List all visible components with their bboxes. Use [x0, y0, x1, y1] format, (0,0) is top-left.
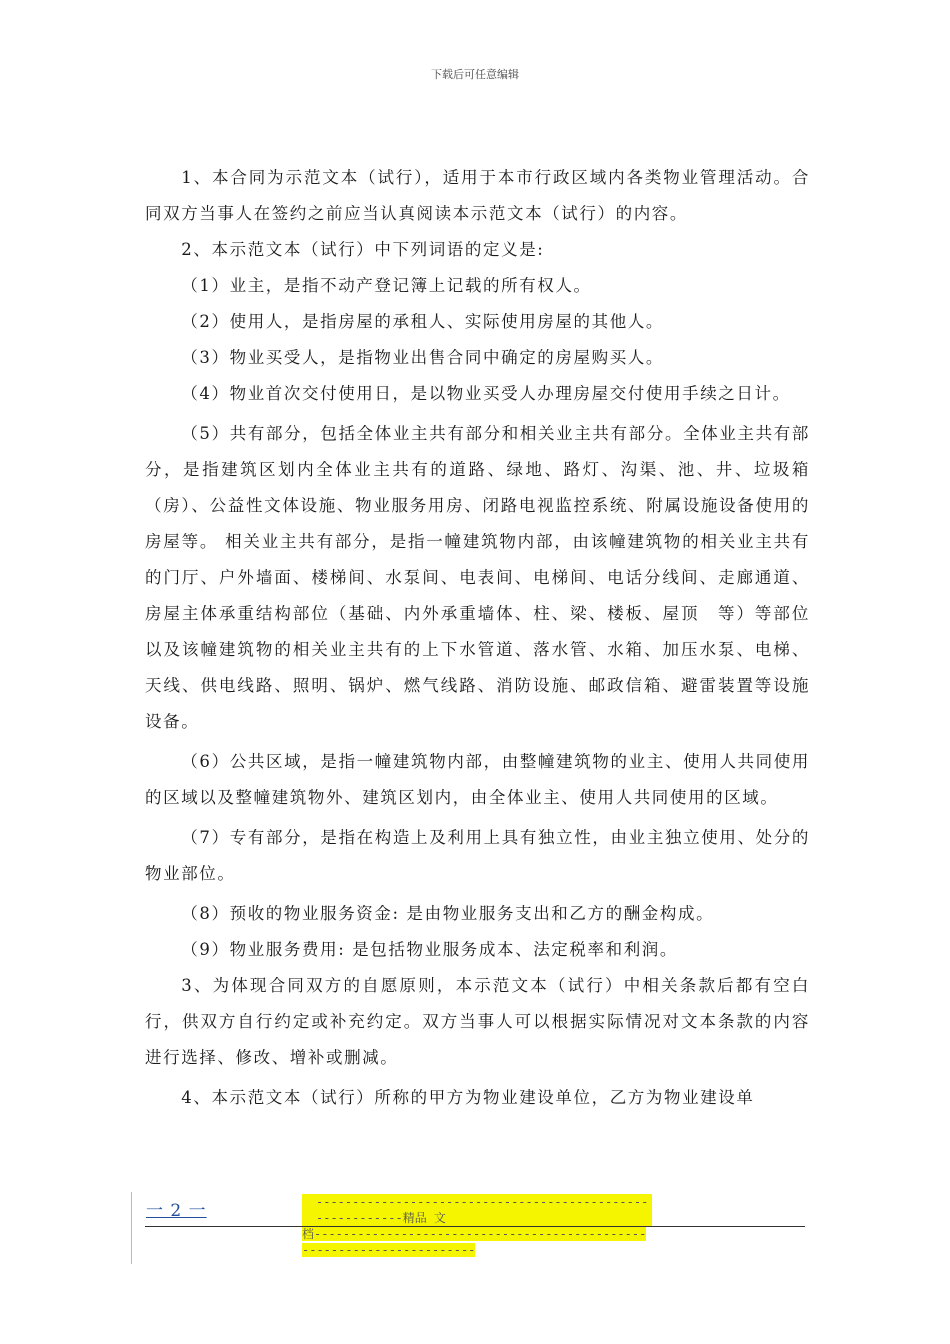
- definition-1: （1）业主，是指不动产登记簿上记载的所有权人。: [181, 276, 592, 295]
- definition-6: （6）公共区域，是指一幢建筑物内部，由整幢建筑物的业主、使用人共同使用的区域以及整幢建筑物外、建筑区划内，由全体业主、使用人共同使用的区域。: [145, 752, 810, 807]
- page-number[interactable]: 一 2 一: [146, 1201, 207, 1221]
- banner-line-1: [302, 1194, 652, 1226]
- definition-2: （2）使用人，是指房屋的承租人、实际使用房屋的其他人。: [181, 312, 664, 331]
- definition-8: （8）预收的物业服务资金: 是由物业服务支出和乙方的酬金构成。: [181, 904, 715, 923]
- paragraph-4: 4、本示范文本（试行）所称的甲方为物业建设单位，乙方为物业建设单: [181, 1088, 755, 1107]
- paragraph-1: 1、本合同为示范文本（试行），适用于本市行政区域内各类物业管理活动。合同双方当事人在签约之前应当认真阅读本示范文本（试行）的内容。: [145, 168, 810, 223]
- banner-line-2: 档----------------------------------------------------------------------: [302, 1227, 647, 1257]
- definition-7: （7）专有部分，是指在构造上及利用上具有独立性，由业主独立使用、处分的物业部位。: [145, 828, 810, 883]
- banner-text-1: ----------------------------------------------------------精品 文: [316, 1195, 649, 1225]
- definition-5: （5）共有部分，包括全体业主共有部分和相关业主共有部分。全体业主共有部分，是指建筑区划内全体业主共有的道路、绿地、路灯、沟渠、池、井、垃圾箱（房）、公益性文体设施、物业服务用房、闭路电视监控系统、附属设施设备使用的房屋等。 相关业主共有部分，是指一幢建筑物内部，由该幢建筑物的相关业主共有的门厅、户外墙面、楼梯间、水泵间、电表间、电梯间、电话分线间、走廊通道、房屋主体承重结构部位（基础、内外承重墙体、柱、梁、楼板、屋顶 等）等部位以及该幢建筑物的相关业主共有的上下水管道、落水管、水箱、加压水泵、电梯、天线、供电线路、照明、锅炉、燃气线路、消防设施、邮政信箱、避雷装置等设施设备。: [145, 424, 810, 731]
- footer-rule: [145, 1226, 805, 1227]
- margin-marker: [131, 1192, 132, 1264]
- document-body: [145, 160, 810, 1116]
- paragraph-3: 3、为体现合同双方的自愿原则，本示范文本（试行）中相关条款后都有空白行，供双方自行约定或补充约定。双方当事人可以根据实际情况对文本条款的内容进行选择、修改、增补或删减。: [145, 976, 810, 1067]
- definition-9: （9）物业服务费用: 是包括物业服务成本、法定税率和利润。: [181, 940, 678, 959]
- definition-3: （3）物业买受人，是指物业出售合同中确定的房屋购买人。: [181, 348, 664, 367]
- definition-4: （4）物业首次交付使用日，是以物业买受人办理房屋交付使用手续之日计。: [181, 384, 791, 403]
- page-header: 下载后可任意编辑: [431, 68, 519, 81]
- paragraph-2: 2、本示范文本（试行）中下列词语的定义是:: [181, 240, 545, 259]
